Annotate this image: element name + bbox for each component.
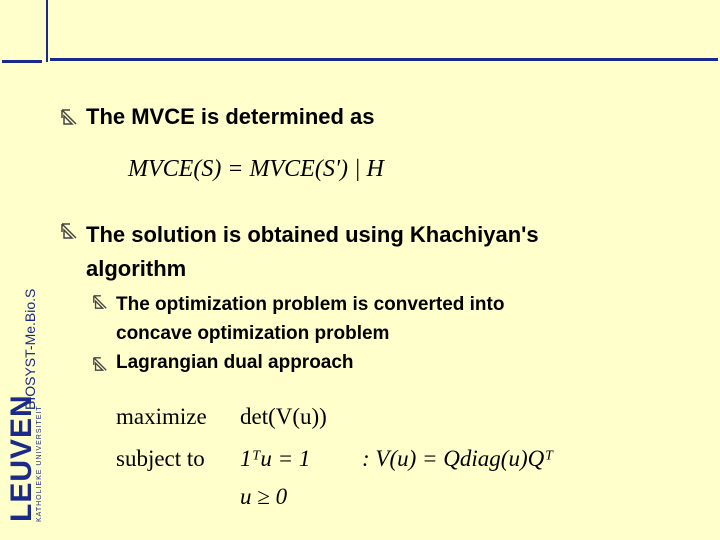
header-line-long — [50, 58, 718, 61]
bullet-text-line1: The solution is obtained using Khachiyan's — [86, 222, 539, 247]
bullet-arrow-icon — [92, 294, 108, 310]
subbullet-text-line2: concave optimization problem — [116, 323, 390, 344]
bullet-text: The MVCE is determined as — [86, 104, 375, 129]
subject-to-label: subject to — [116, 446, 205, 471]
sidebar-vertical-label: BIOSYST-Me.Bio.S — [22, 288, 38, 410]
equation-mvce: MVCE(S) = MVCE(S') | H — [128, 156, 384, 182]
constraint-sum: 1ᵀu = 1 — [240, 446, 311, 471]
sidebar-divider — [46, 0, 48, 62]
maximize-label: maximize — [116, 404, 207, 429]
constraint-nonneg: u ≥ 0 — [240, 484, 288, 509]
subbullet-text: Lagrangian dual approach — [116, 352, 354, 373]
university-logo — [5, 394, 43, 522]
logo-text: LEUVEN — [5, 394, 38, 522]
bullet-text-line2: algorithm — [86, 256, 187, 281]
definition-v: : V(u) = Qdiag(u)Qᵀ — [362, 446, 554, 471]
subbullet-text-line1: The optimization problem is converted into — [116, 294, 505, 315]
maximize-expression: det(V(u)) — [240, 404, 327, 429]
logo-subtext: KATHOLIEKE UNIVERSITEIT — [36, 405, 43, 522]
header-line-short — [2, 60, 42, 63]
bullet-arrow-icon — [92, 356, 108, 372]
bullet-arrow-icon — [60, 108, 78, 126]
bullet-arrow-icon — [60, 222, 78, 240]
